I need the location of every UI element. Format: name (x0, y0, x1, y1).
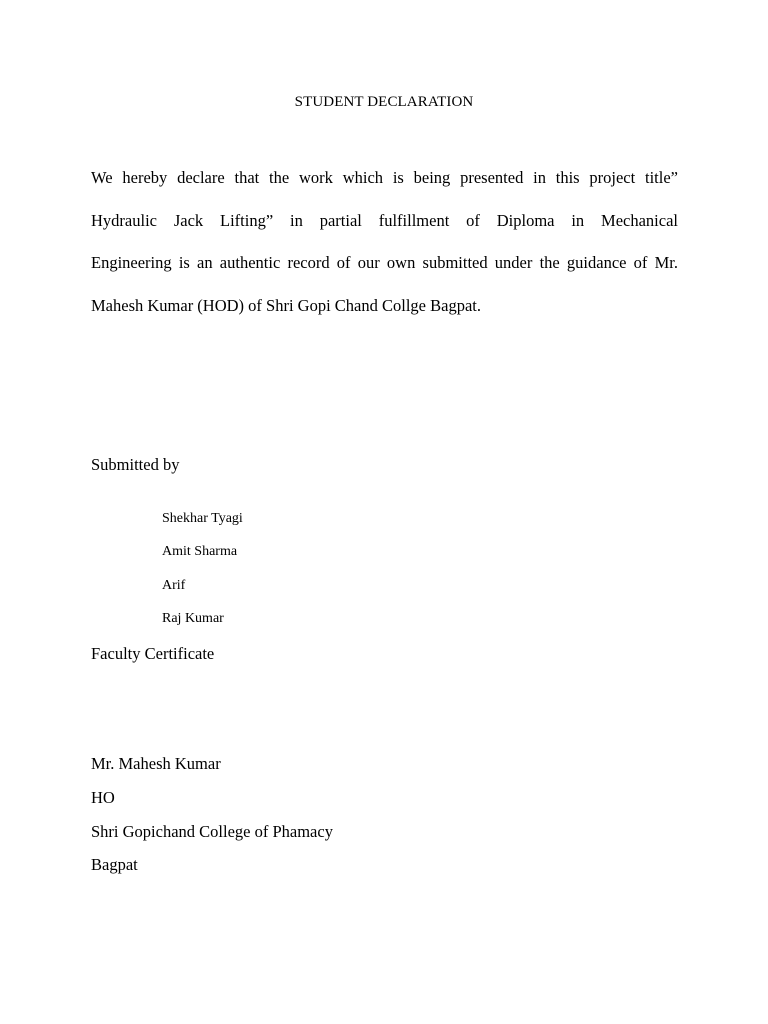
student-name: Amit Sharma (162, 544, 238, 560)
faculty-certificate-heading: Faculty Certificate (91, 644, 215, 663)
faculty-location: Bagpat (91, 855, 138, 875)
declaration-line: We hereby declare that the work which is being presented in this project title” (91, 168, 678, 187)
declaration-line: Engineering is an authentic record of our own submitted under the guidance of Mr. (91, 253, 678, 272)
declaration-paragraph (91, 163, 678, 333)
student-name: Raj Kumar (162, 610, 224, 626)
declaration-line: Mahesh Kumar (HOD) of Shri Gopi Chand Collge Bagpat. (91, 295, 481, 315)
student-name: Arif (162, 577, 186, 593)
faculty-institution: Shri Gopichand College of Phamacy (91, 821, 333, 841)
faculty-signature-block (91, 752, 333, 887)
student-name: Shekhar Tyagi (162, 511, 243, 526)
page-title: STUDENT DECLARATION (294, 94, 474, 110)
declaration-line: Hydraulic Jack Lifting” in partial fulfillment of Diploma in Mechanical (91, 210, 678, 230)
faculty-name: Mr. Mahesh Kumar (91, 754, 221, 773)
faculty-designation: HO (91, 787, 115, 807)
submitted-by-heading: Submitted by (91, 455, 180, 474)
student-list (162, 508, 243, 641)
